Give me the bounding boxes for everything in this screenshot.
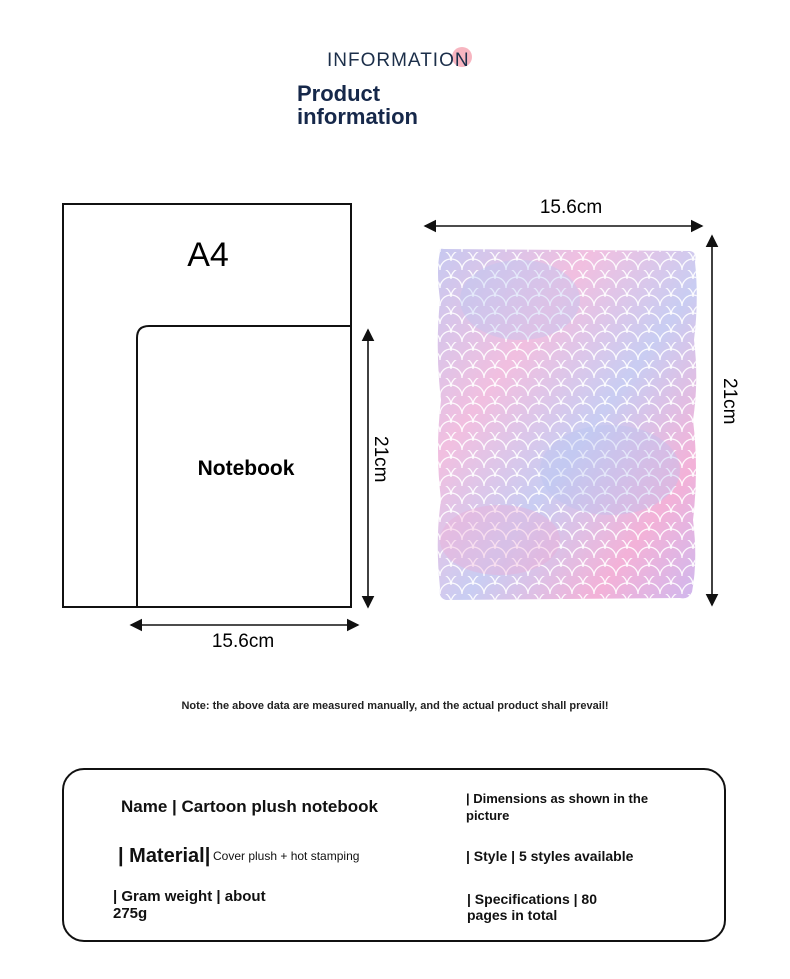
plush-notebook-image (438, 249, 697, 600)
spec-material-value: Cover plush + hot stamping (213, 849, 360, 863)
section-label: INFORMATION (327, 50, 470, 71)
spec-dimensions: | Dimensions as shown in the picture (466, 791, 649, 823)
spec-specifications: | Specifications | 80 pages in total (467, 891, 597, 923)
diagram-height-label: 21cm (370, 436, 391, 483)
diagram-width-label: 15.6cm (211, 631, 275, 652)
spec-style: | Style | 5 styles available (466, 848, 634, 864)
spec-name: Name | Cartoon plush notebook (121, 797, 378, 816)
page-title: Product information (297, 81, 418, 129)
a4-label: A4 (187, 236, 229, 274)
product-width-label: 15.6cm (539, 197, 603, 218)
notebook-label: Notebook (197, 457, 295, 480)
spec-gram-weight: | Gram weight | about 275g (113, 888, 266, 922)
spec-material-label: | Material| (118, 845, 211, 867)
product-height-label: 21cm (719, 378, 740, 425)
measurement-note: Note: the above data are measured manually, and the actual product shall prevail! (181, 700, 609, 712)
